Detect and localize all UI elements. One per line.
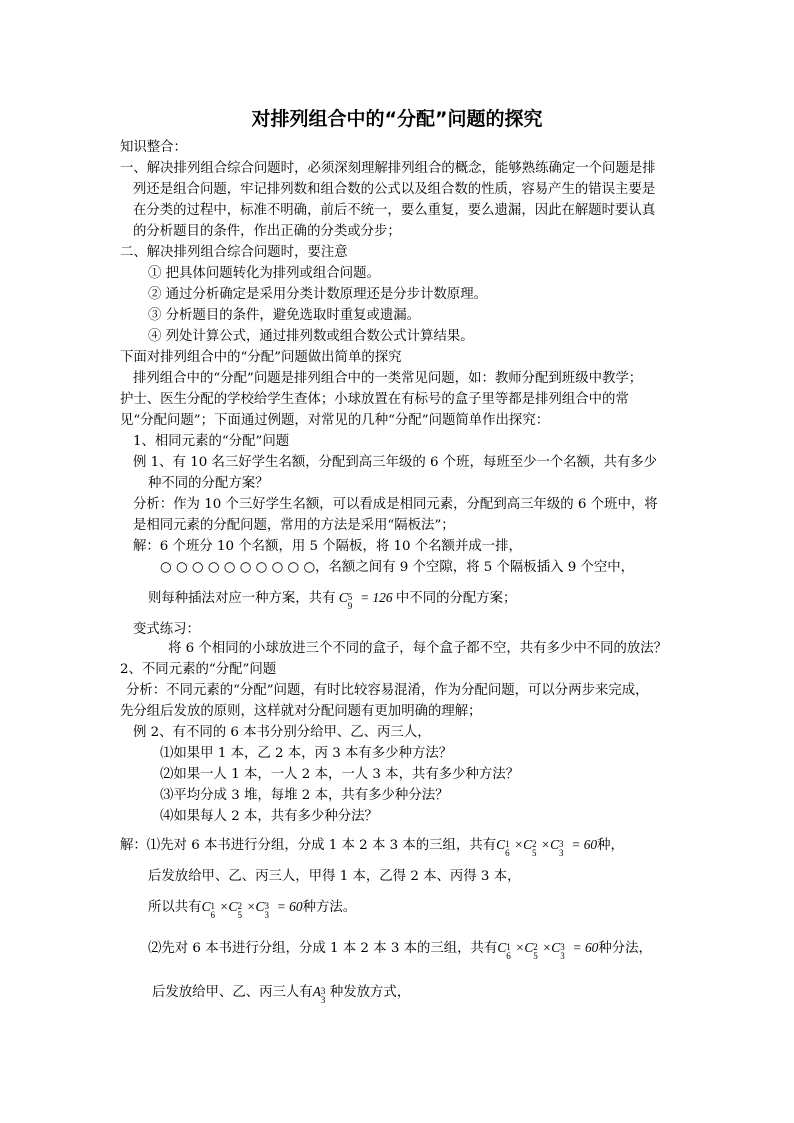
solution-line: 后发放给甲、乙、丙三人，甲得 1 本，乙得 2 本、丙得 3 本， — [148, 869, 521, 884]
combination-formula: C 1 6 ×C 2 5 ×C 3 3 — [497, 940, 565, 961]
paragraph-line: 见“分配问题”；下面通过例题，对常见的几种“分配”问题简单作出探究： — [120, 413, 550, 428]
solution-line: 解：6 个班分 10 个名额，用 5 个隔板，将 10 个名额并成一排， — [133, 539, 522, 554]
list-item: ⑶平均分成 3 堆，每堆 2 本，共有多少种分法？ — [160, 788, 449, 803]
section-heading: 知识整合： — [120, 140, 187, 155]
paragraph-line: 在分类的过程中，标准不明确，前后不统一，要么重复，要么遗漏，因此在解题时要认真 — [133, 203, 656, 218]
arrangement-formula: A 3 3 — [312, 984, 326, 1005]
solution-text: 所以共有 — [148, 900, 202, 915]
formula-value: = 60 — [568, 837, 598, 852]
solution-text: ⑵先对 6 本书进行分组，分成 1 本 2 本 3 本的三组，共有 — [148, 941, 498, 956]
paragraph-line: 列还是组合问题，牢记排列数和组合数的公式以及组合数的性质，容易产生的错误主要是 — [133, 182, 656, 197]
example-line: 例 1、有 10 名三好学生名额，分配到高三年级的 6 个班，每班至少一个名额，共有多少 — [133, 455, 658, 470]
analysis-line: 分析：不同元素的“分配”问题，有时比较容易混淆，作为分配问题，可以分两步来完成， — [126, 683, 649, 698]
list-item: ① 把具体问题转化为排列或组合问题。 — [148, 266, 380, 281]
formula-value: = 126 — [356, 590, 396, 605]
list-item: ⑷如果每人 2 本，共有多少种分法？ — [160, 809, 378, 824]
solution-text: 种分法， — [598, 941, 652, 956]
solution-text: 种， — [597, 838, 624, 853]
paragraph-line: 将 6 个相同的小球放进三个不同的盒子，每个盒子都不空，共有多少中不同的放法？ — [168, 641, 668, 656]
solution-line — [152, 983, 411, 1005]
example-line: 种不同的分配方案？ — [148, 476, 269, 491]
section-heading: 变式练习： — [133, 622, 200, 637]
solution-line — [120, 836, 624, 858]
solution-text: ，名额之间有 9 个空隙，将 5 个隔板插入 9 个空中， — [315, 560, 635, 575]
list-item: ④ 列处计算公式，通过排列数或组合数公式计算结果。 — [148, 329, 474, 344]
analysis-line: 先分组后发放的原则，这样就对分配问题有更加明确的理解； — [120, 704, 482, 719]
paragraph-line: 一、解决排列组合综合问题时，必须深刻理解排列组合的概念，能够熟练确定一个问题是排 — [120, 161, 656, 176]
paragraph-line: 的分析题目的条件，作出正确的分类或分步； — [133, 224, 401, 239]
section-heading: 下面对排列组合中的“分配”问题做出简单的探究 — [120, 350, 402, 365]
combination-formula: C 1 6 ×C 2 5 ×C 3 3 — [496, 837, 564, 858]
solution-text: 种方法。 — [302, 900, 357, 915]
page-title: 对排列组合中的“分配”问题的探究 — [251, 108, 543, 130]
solution-line — [148, 939, 652, 961]
example-line: 例 2、有不同的 6 本书分别分给甲、乙、丙三人， — [133, 725, 431, 740]
section-heading: 1、相同元素的“分配”问题 — [133, 434, 290, 449]
solution-line — [148, 898, 357, 920]
combination-formula: C 1 6 ×C 2 5 ×C 3 3 — [201, 899, 269, 920]
paragraph-line: 护士、医生分配的学校给学生查体；小球放置在有标号的盒子里等都是排列组合中的常 — [120, 392, 629, 407]
list-item: ⑵如果一人 1 本，一人 2 本，一人 3 本，共有多少种方法？ — [160, 767, 520, 782]
paragraph-line: 二、解决排列组合综合问题时，要注意 — [120, 245, 348, 260]
solution-line — [160, 559, 634, 577]
list-item: ③ 分析题目的条件，避免选取时重复或遗漏。 — [148, 308, 421, 323]
formula-value: = 60 — [569, 940, 599, 955]
paragraph-line: 排列组合中的“分配”问题是排列组合中的一类常见问题，如：教师分配到班级中教学； — [133, 371, 643, 386]
solution-text: 种发放方式， — [329, 985, 411, 1000]
circles-diagram: ○ ○ ○ ○ ○ ○ ○ ○ ○ ○ — [160, 560, 316, 575]
list-item: ⑴如果甲 1 本，乙 2 本，丙 3 本有多少种方法？ — [160, 746, 453, 761]
combination-formula: C 5 9 — [335, 590, 353, 611]
solution-text: 则每种插法对应一种方案，共有 — [148, 591, 336, 606]
solution-text: 后发放给甲、乙、丙三人有 — [152, 985, 313, 1000]
formula-value: = 60 — [273, 899, 303, 914]
analysis-line: 分析：作为 10 个三好学生名额，可以看成是相同元素，分配到高三年级的 6 个班中，将 — [133, 497, 658, 512]
solution-text: 解：⑴先对 6 本书进行分组，分成 1 本 2 本 3 本的三组，共有 — [120, 838, 497, 853]
analysis-line: 是相同元素的分配问题，常用的方法是采用“隔板法”； — [133, 518, 455, 533]
solution-line — [148, 589, 517, 611]
solution-text: 中不同的分配方案； — [395, 591, 517, 606]
section-heading: 2、不同元素的“分配”问题 — [120, 662, 277, 677]
list-item: ② 通过分析确定是采用分类计数原理还是分步计数原理。 — [148, 287, 488, 302]
